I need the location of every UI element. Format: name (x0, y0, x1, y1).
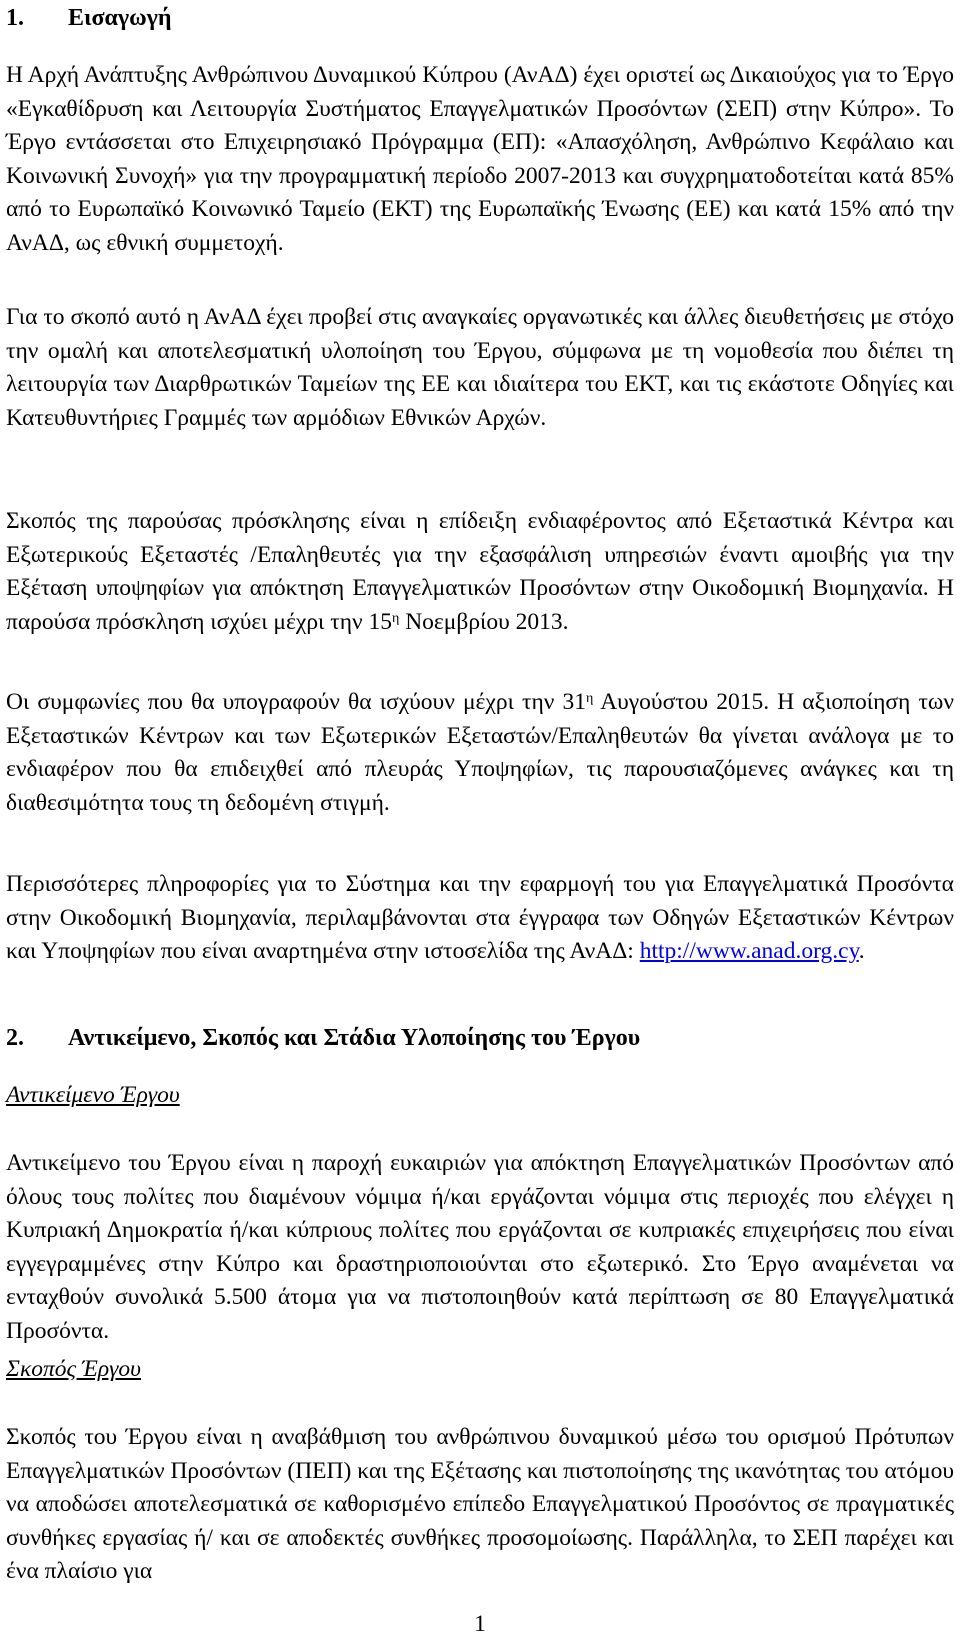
agreement-end-day-suffix: η (586, 691, 594, 706)
project-purpose-paragraph: Σκοπός του Έργου είναι η αναβάθμιση του ανθρώπινου δυναμικού μέσω του ορισμού Πρότυπων Επαγγελματικών Προσόντων (ΠΕΠ) και της Εξέτασης και πιστοποίησης της ικανότητας του ατόμου να αποδώσει αποτελεσματικά σε καθορισμένο επίπεδο Επαγγελματικού Προσόντος σε πραγματικές συνθήκες εργασίας ή/ και σε αποδεκτές συνθήκες προσομοίωσης. Παράλληλα, το ΣΕΠ παρέχει και ένα πλαίσιο για (6, 1424, 954, 1584)
agreements-rest: Αυγούστου 2015. Η αξιοποίηση των Εξεταστικών Κέντρων και των Εξωτερικών Εξεταστών/Επαληθευτών θα γίνεται ανάλογα με το ενδιαφέρον που θα επιδειχθεί από πλευράς Υποψηφίων, τις παρουσιαζόμενες ανάγκες και τη διαθεσιμότητα τους τη δεδομένη στιγμή. (6, 689, 954, 816)
section-1-number: 1. (6, 5, 24, 31)
more-info-end: . (858, 938, 865, 964)
intro-paragraph-1: Η Αρχή Ανάπτυξης Ανθρώπινου Δυναμικού Κύπρου (ΑνΑΔ) έχει οριστεί ως Δικαιούχος για το Έργο «Εγκαθίδρυση και Λειτουργία Συστήματος Επαγγελματικών Προσόντων (ΣΕΠ) στην Κύπρο». Το Έργο εντάσσεται στο Επιχειρησιακό Πρόγραμμα (ΕΠ): «Απασχόληση, Ανθρώπινο Κεφάλαιο και Κοινωνική Συνοχή» για την προγραμματική περίοδο 2007-2013 και συγχρηματοδοτείται κατά 85% από το Ευρωπαϊκό Κοινωνικό Ταμείο (ΕΚΤ) της Ευρωπαϊκής Ένωσης (ΕΕ) και κατά 15% από την ΑνΑΔ, ως εθνική συμμετοχή. (6, 62, 954, 256)
intro-paragraph-2: Για το σκοπό αυτό η ΑνΑΔ έχει προβεί στις αναγκαίες οργανωτικές και άλλες διευθετήσεις με στόχο την ομαλή και αποτελεσματική υλοποίηση του Έργου, σύμφωνα με τη νομοθεσία που διέπει τη λειτουργία των Διαρθρωτικών Ταμείων της ΕΕ και ιδιαίτερα του ΕΚΤ, και τις εκάστοτε Οδηγίες και Κατευθυντήριες Γραμμές των αρμόδιων Εθνικών Αρχών. (6, 304, 954, 431)
agreement-end-day: 31 (562, 689, 587, 715)
more-info-text: Περισσότερες πληροφορίες για το Σύστημα και την εφαρμογή του για Επαγγελματικά Προσόντα στην Οικοδομική Βιομηχανία, περιλαμβάνονται στα έγγραφα των Οδηγών Εξεταστικών Κέντρων και Υποψηφίων που είναι αναρτημένα στην ιστοσελίδα της ΑνΑΔ: (6, 871, 954, 964)
section-1-title: Εισαγωγή (68, 5, 172, 31)
agreements-text: Οι συμφωνίες που θα υπογραφούν θα ισχύουν μέχρι την (6, 689, 555, 715)
invitation-text: Σκοπός της παρούσας πρόσκλησης είναι η επίδειξη ενδιαφέροντος από Εξεταστικά Κέντρα και Εξωτερικούς Εξεταστές /Επαληθευτές για την εξασφάλιση υπηρεσιών έναντι αμοιβής για την Εξέταση υποψηφίων για απόκτηση Επαγγελματικών Προσόντων στην Οικοδομική Βιομηχανία. Η παρούσα πρόσκληση ισχύει μέχρι την (6, 508, 954, 635)
subheading-project-purpose: Σκοπός Έργου (6, 1356, 141, 1382)
section-2-heading (6, 1022, 954, 1056)
page-number: 1 (474, 1611, 486, 1637)
intro-paragraph-5 (6, 868, 954, 969)
deadline-day: 15 (368, 608, 392, 635)
deadline-month: Νοεμβρίου 2013. (405, 608, 569, 635)
intro-paragraph-4 (6, 686, 954, 820)
section-2-title: Αντικείμενο, Σκοπός και Στάδια Υλοποίησης του Έργου (68, 1025, 641, 1051)
anad-website-link[interactable]: http://www.anad.org.cy (639, 938, 859, 964)
section-2-number: 2. (6, 1025, 24, 1051)
intro-paragraph-3 (6, 505, 954, 639)
project-object-paragraph: Αντικείμενο του Έργου είναι η παροχή ευκαιριών για απόκτηση Επαγγελματικών Προσόντων από όλους τους πολίτες που διαμένουν νόμιμα ή/και εργάζονται νόμιμα στις περιοχές που ελέγχει η Κυπριακή Δημοκρατία ή/και κύπριους πολίτες που εργάζονται σε κυπριακές επιχειρήσεις που είναι εγγεγραμμένες στην Κύπρο και δραστηριοποιούνται στο εξωτερικό. Στο Έργο αναμένεται να ενταχθούν συνολικά 5.500 άτομα για να πιστοποιηθούν κατά περίπτωση σε 80 Επαγγελματικά Προσόντα. (6, 1150, 954, 1344)
section-1-heading (6, 2, 954, 36)
deadline-day-suffix: η (391, 610, 400, 626)
subheading-project-object: Αντικείμενο Έργου (6, 1082, 180, 1108)
